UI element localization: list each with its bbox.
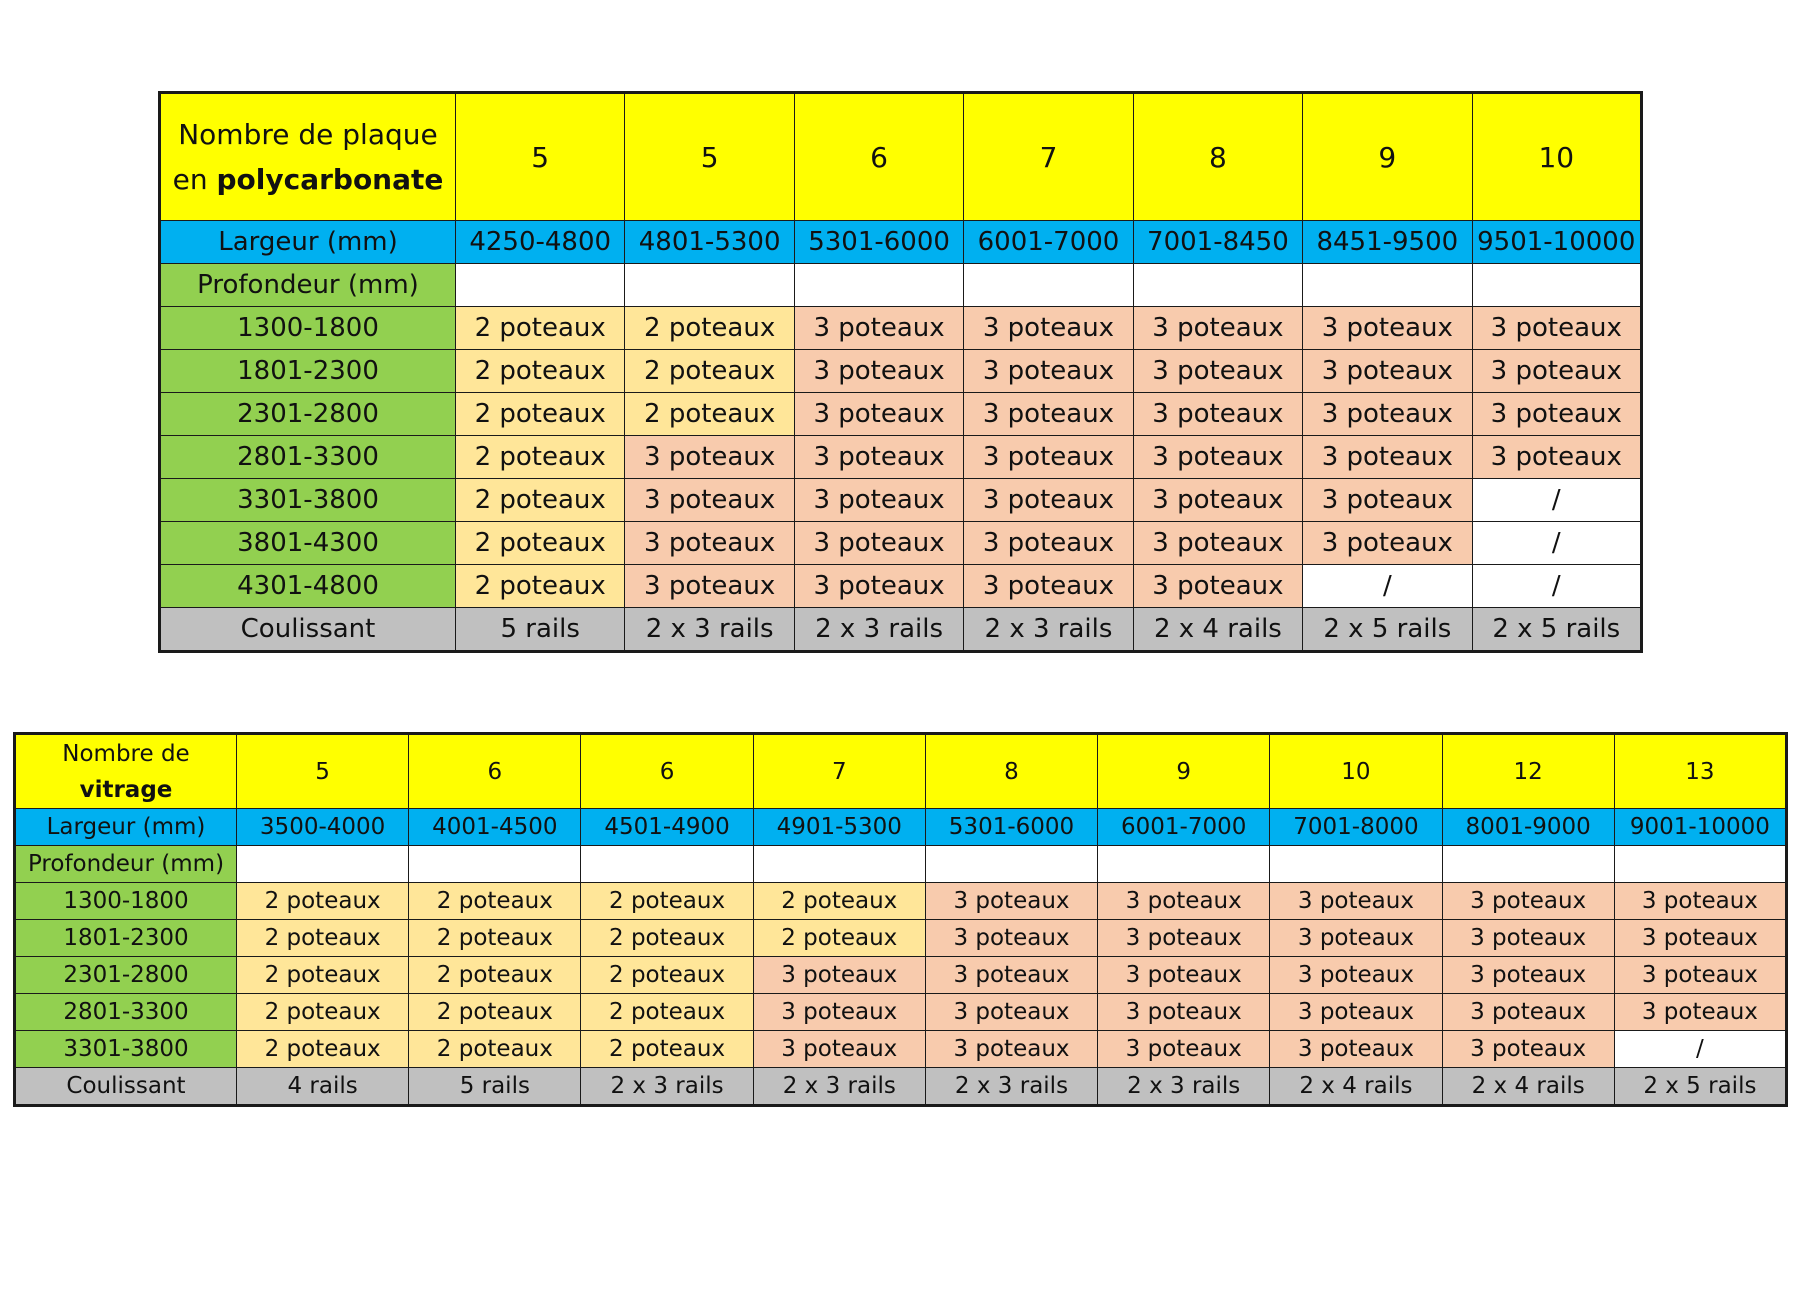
profondeur-range-label: 2801-3300: [160, 436, 456, 479]
poteaux-cell: 3 poteaux: [1442, 883, 1614, 920]
coulissant-cell: 2 x 5 rails: [1303, 608, 1472, 652]
coulissant-row: [160, 608, 1642, 652]
poteaux-cell: 3 poteaux: [1133, 436, 1302, 479]
poteaux-cell: 3 poteaux: [1614, 920, 1786, 957]
largeur-cell: 4001-4500: [409, 809, 581, 846]
empty-cell: [1133, 264, 1302, 307]
poteaux-cell: 2 poteaux: [753, 920, 925, 957]
poteaux-cell: 2 poteaux: [581, 920, 753, 957]
largeur-cell: 4801-5300: [625, 221, 794, 264]
profondeur-range-label: 2301-2800: [160, 393, 456, 436]
coulissant-cell: 2 x 4 rails: [1270, 1068, 1442, 1106]
poteaux-cell: /: [1472, 522, 1641, 565]
poteaux-cell: 2 poteaux: [625, 393, 794, 436]
empty-cell: [237, 846, 409, 883]
poteaux-cell: 3 poteaux: [1303, 436, 1472, 479]
empty-cell: [581, 846, 753, 883]
table-row: [160, 436, 1642, 479]
poteaux-cell: 2 poteaux: [581, 883, 753, 920]
profondeur-range-label: 3301-3800: [15, 1031, 237, 1068]
profondeur-range-label: 1801-2300: [160, 350, 456, 393]
profondeur-label: Profondeur (mm): [160, 264, 456, 307]
poteaux-cell: 2 poteaux: [409, 920, 581, 957]
poteaux-cell: 3 poteaux: [753, 957, 925, 994]
poteaux-cell: 3 poteaux: [1303, 350, 1472, 393]
coulissant-label: Coulissant: [160, 608, 456, 652]
poteaux-cell: 3 poteaux: [1098, 920, 1270, 957]
coulissant-cell: 4 rails: [237, 1068, 409, 1106]
coulissant-cell: 2 x 3 rails: [925, 1068, 1097, 1106]
coulissant-row: [15, 1068, 1787, 1106]
empty-cell: [753, 846, 925, 883]
coulissant-cell: 2 x 5 rails: [1614, 1068, 1786, 1106]
vitrage-table-body: [15, 734, 1787, 1106]
profondeur-range-label: 1300-1800: [160, 307, 456, 350]
count-header-line1: Nombre de: [62, 740, 190, 767]
table-row: [15, 957, 1787, 994]
poteaux-cell: /: [1614, 1031, 1786, 1068]
poteaux-cell: 3 poteaux: [1303, 393, 1472, 436]
poteaux-cell: 3 poteaux: [1133, 565, 1302, 608]
largeur-row: [160, 221, 1642, 264]
poteaux-cell: 3 poteaux: [1442, 920, 1614, 957]
poteaux-cell: 3 poteaux: [1472, 436, 1641, 479]
poteaux-cell: 3 poteaux: [1614, 883, 1786, 920]
profondeur-range-label: 3801-4300: [160, 522, 456, 565]
poteaux-cell: 2 poteaux: [581, 957, 753, 994]
coulissant-cell: 5 rails: [409, 1068, 581, 1106]
poteaux-cell: 3 poteaux: [1303, 522, 1472, 565]
profondeur-range-label: 4301-4800: [160, 565, 456, 608]
poteaux-cell: 3 poteaux: [794, 565, 963, 608]
profondeur-range-label: 3301-3800: [160, 479, 456, 522]
count-header-label: [160, 93, 456, 221]
count-cell: 8: [925, 734, 1097, 809]
poteaux-cell: 3 poteaux: [964, 307, 1133, 350]
empty-cell: [409, 846, 581, 883]
poteaux-cell: 3 poteaux: [964, 522, 1133, 565]
poteaux-cell: 3 poteaux: [794, 436, 963, 479]
largeur-cell: 8001-9000: [1442, 809, 1614, 846]
count-cell: 6: [794, 93, 963, 221]
poteaux-cell: 3 poteaux: [1133, 307, 1302, 350]
poteaux-cell: /: [1472, 565, 1641, 608]
count-header-prefix: en: [172, 163, 217, 196]
coulissant-label: Coulissant: [15, 1068, 237, 1106]
coulissant-cell: 5 rails: [456, 608, 625, 652]
poteaux-cell: 2 poteaux: [753, 883, 925, 920]
profondeur-range-label: 1801-2300: [15, 920, 237, 957]
profondeur-label: Profondeur (mm): [15, 846, 237, 883]
poteaux-cell: 3 poteaux: [1098, 994, 1270, 1031]
profondeur-row: [160, 264, 1642, 307]
poteaux-cell: 3 poteaux: [1614, 994, 1786, 1031]
poteaux-cell: 3 poteaux: [964, 479, 1133, 522]
empty-cell: [625, 264, 794, 307]
table-row: [15, 1031, 1787, 1068]
count-cell: 7: [964, 93, 1133, 221]
count-cell: 9: [1098, 734, 1270, 809]
largeur-label: Largeur (mm): [15, 809, 237, 846]
poteaux-cell: 3 poteaux: [1098, 1031, 1270, 1068]
poteaux-cell: 3 poteaux: [1442, 1031, 1614, 1068]
largeur-cell: 4250-4800: [456, 221, 625, 264]
table-row: [160, 522, 1642, 565]
empty-cell: [794, 264, 963, 307]
poteaux-cell: 3 poteaux: [964, 436, 1133, 479]
coulissant-cell: 2 x 3 rails: [753, 1068, 925, 1106]
poteaux-cell: 3 poteaux: [794, 393, 963, 436]
poteaux-cell: 3 poteaux: [1472, 393, 1641, 436]
poteaux-cell: 3 poteaux: [1270, 920, 1442, 957]
table-row: [160, 565, 1642, 608]
table-row: [15, 994, 1787, 1031]
poteaux-cell: 2 poteaux: [409, 1031, 581, 1068]
poteaux-cell: 3 poteaux: [1270, 883, 1442, 920]
coulissant-cell: 2 x 4 rails: [1442, 1068, 1614, 1106]
poteaux-cell: 2 poteaux: [456, 479, 625, 522]
poteaux-cell: 3 poteaux: [964, 393, 1133, 436]
profondeur-row: [15, 846, 1787, 883]
poteaux-cell: 3 poteaux: [1133, 479, 1302, 522]
poteaux-cell: 3 poteaux: [1270, 994, 1442, 1031]
header-row: [160, 93, 1642, 221]
poteaux-cell: /: [1303, 565, 1472, 608]
largeur-cell: 4901-5300: [753, 809, 925, 846]
poteaux-cell: 3 poteaux: [1270, 1031, 1442, 1068]
poteaux-cell: 3 poteaux: [925, 883, 1097, 920]
largeur-cell: 5301-6000: [925, 809, 1097, 846]
poteaux-cell: 3 poteaux: [964, 565, 1133, 608]
poteaux-cell: 2 poteaux: [409, 883, 581, 920]
empty-cell: [1303, 264, 1472, 307]
largeur-cell: 7001-8450: [1133, 221, 1302, 264]
empty-cell: [1098, 846, 1270, 883]
coulissant-cell: 2 x 3 rails: [581, 1068, 753, 1106]
count-cell: 10: [1472, 93, 1641, 221]
count-cell: 6: [409, 734, 581, 809]
table-row: [160, 479, 1642, 522]
poteaux-cell: 2 poteaux: [456, 393, 625, 436]
poteaux-cell: 3 poteaux: [1133, 393, 1302, 436]
poteaux-cell: 3 poteaux: [1442, 957, 1614, 994]
count-cell: 8: [1133, 93, 1302, 221]
poteaux-cell: 2 poteaux: [456, 522, 625, 565]
largeur-label: Largeur (mm): [160, 221, 456, 264]
poteaux-cell: 3 poteaux: [1614, 957, 1786, 994]
poteaux-cell: 3 poteaux: [753, 1031, 925, 1068]
polycarbonate-table-body: [160, 93, 1642, 652]
poteaux-cell: 3 poteaux: [794, 479, 963, 522]
coulissant-cell: 2 x 3 rails: [794, 608, 963, 652]
poteaux-cell: 3 poteaux: [794, 522, 963, 565]
count-header-line1: Nombre de plaque: [178, 118, 438, 151]
poteaux-cell: 3 poteaux: [625, 565, 794, 608]
poteaux-cell: 2 poteaux: [237, 1031, 409, 1068]
poteaux-cell: 3 poteaux: [625, 436, 794, 479]
poteaux-cell: 3 poteaux: [625, 522, 794, 565]
largeur-cell: 7001-8000: [1270, 809, 1442, 846]
table-row: [160, 307, 1642, 350]
empty-cell: [925, 846, 1097, 883]
largeur-row: [15, 809, 1787, 846]
poteaux-cell: 2 poteaux: [625, 307, 794, 350]
poteaux-cell: 3 poteaux: [925, 920, 1097, 957]
largeur-cell: 9001-10000: [1614, 809, 1786, 846]
profondeur-range-label: 1300-1800: [15, 883, 237, 920]
poteaux-cell: 2 poteaux: [625, 350, 794, 393]
largeur-cell: 9501-10000: [1472, 221, 1641, 264]
largeur-cell: 8451-9500: [1303, 221, 1472, 264]
poteaux-cell: 2 poteaux: [409, 957, 581, 994]
profondeur-range-label: 2301-2800: [15, 957, 237, 994]
poteaux-cell: 3 poteaux: [1098, 883, 1270, 920]
empty-cell: [1270, 846, 1442, 883]
poteaux-cell: 3 poteaux: [964, 350, 1133, 393]
count-cell: 5: [625, 93, 794, 221]
poteaux-cell: 3 poteaux: [1098, 957, 1270, 994]
count-cell: 5: [237, 734, 409, 809]
largeur-cell: 6001-7000: [964, 221, 1133, 264]
count-cell: 9: [1303, 93, 1472, 221]
poteaux-cell: 3 poteaux: [1472, 350, 1641, 393]
poteaux-cell: 3 poteaux: [1472, 307, 1641, 350]
largeur-cell: 3500-4000: [237, 809, 409, 846]
poteaux-cell: 3 poteaux: [794, 350, 963, 393]
empty-cell: [964, 264, 1133, 307]
empty-cell: [1472, 264, 1641, 307]
poteaux-cell: 3 poteaux: [794, 307, 963, 350]
largeur-cell: 4501-4900: [581, 809, 753, 846]
poteaux-cell: 3 poteaux: [753, 994, 925, 1031]
count-cell: 13: [1614, 734, 1786, 809]
header-row: [15, 734, 1787, 809]
coulissant-cell: 2 x 3 rails: [625, 608, 794, 652]
poteaux-cell: 2 poteaux: [409, 994, 581, 1031]
count-cell: 12: [1442, 734, 1614, 809]
largeur-cell: 6001-7000: [1098, 809, 1270, 846]
count-cell: 6: [581, 734, 753, 809]
poteaux-cell: 2 poteaux: [456, 307, 625, 350]
table-row: [160, 350, 1642, 393]
poteaux-cell: 2 poteaux: [237, 994, 409, 1031]
poteaux-cell: 2 poteaux: [237, 883, 409, 920]
poteaux-cell: 3 poteaux: [925, 1031, 1097, 1068]
table-row: [15, 883, 1787, 920]
count-cell: 7: [753, 734, 925, 809]
poteaux-cell: 3 poteaux: [1303, 479, 1472, 522]
coulissant-cell: 2 x 3 rails: [964, 608, 1133, 652]
coulissant-cell: 2 x 5 rails: [1472, 608, 1641, 652]
empty-cell: [456, 264, 625, 307]
poteaux-cell: 2 poteaux: [581, 1031, 753, 1068]
poteaux-cell: 2 poteaux: [456, 565, 625, 608]
table-row: [160, 393, 1642, 436]
poteaux-cell: 3 poteaux: [1133, 522, 1302, 565]
count-header-label: [15, 734, 237, 809]
table-row: [15, 920, 1787, 957]
empty-cell: [1614, 846, 1786, 883]
poteaux-cell: 3 poteaux: [1303, 307, 1472, 350]
count-header-bold: polycarbonate: [216, 163, 444, 196]
poteaux-cell: 2 poteaux: [581, 994, 753, 1031]
poteaux-cell: 3 poteaux: [1442, 994, 1614, 1031]
count-header-bold: vitrage: [79, 776, 173, 803]
poteaux-cell: /: [1472, 479, 1641, 522]
poteaux-cell: 2 poteaux: [456, 350, 625, 393]
largeur-cell: 5301-6000: [794, 221, 963, 264]
poteaux-cell: 3 poteaux: [925, 994, 1097, 1031]
poteaux-cell: 3 poteaux: [1270, 957, 1442, 994]
poteaux-cell: 3 poteaux: [1133, 350, 1302, 393]
polycarbonate-table: [158, 91, 1643, 653]
poteaux-cell: 2 poteaux: [237, 957, 409, 994]
coulissant-cell: 2 x 3 rails: [1098, 1068, 1270, 1106]
empty-cell: [1442, 846, 1614, 883]
poteaux-cell: 2 poteaux: [456, 436, 625, 479]
count-cell: 5: [456, 93, 625, 221]
poteaux-cell: 3 poteaux: [925, 957, 1097, 994]
count-cell: 10: [1270, 734, 1442, 809]
poteaux-cell: 3 poteaux: [625, 479, 794, 522]
profondeur-range-label: 2801-3300: [15, 994, 237, 1031]
coulissant-cell: 2 x 4 rails: [1133, 608, 1302, 652]
vitrage-table: [13, 732, 1788, 1107]
poteaux-cell: 2 poteaux: [237, 920, 409, 957]
